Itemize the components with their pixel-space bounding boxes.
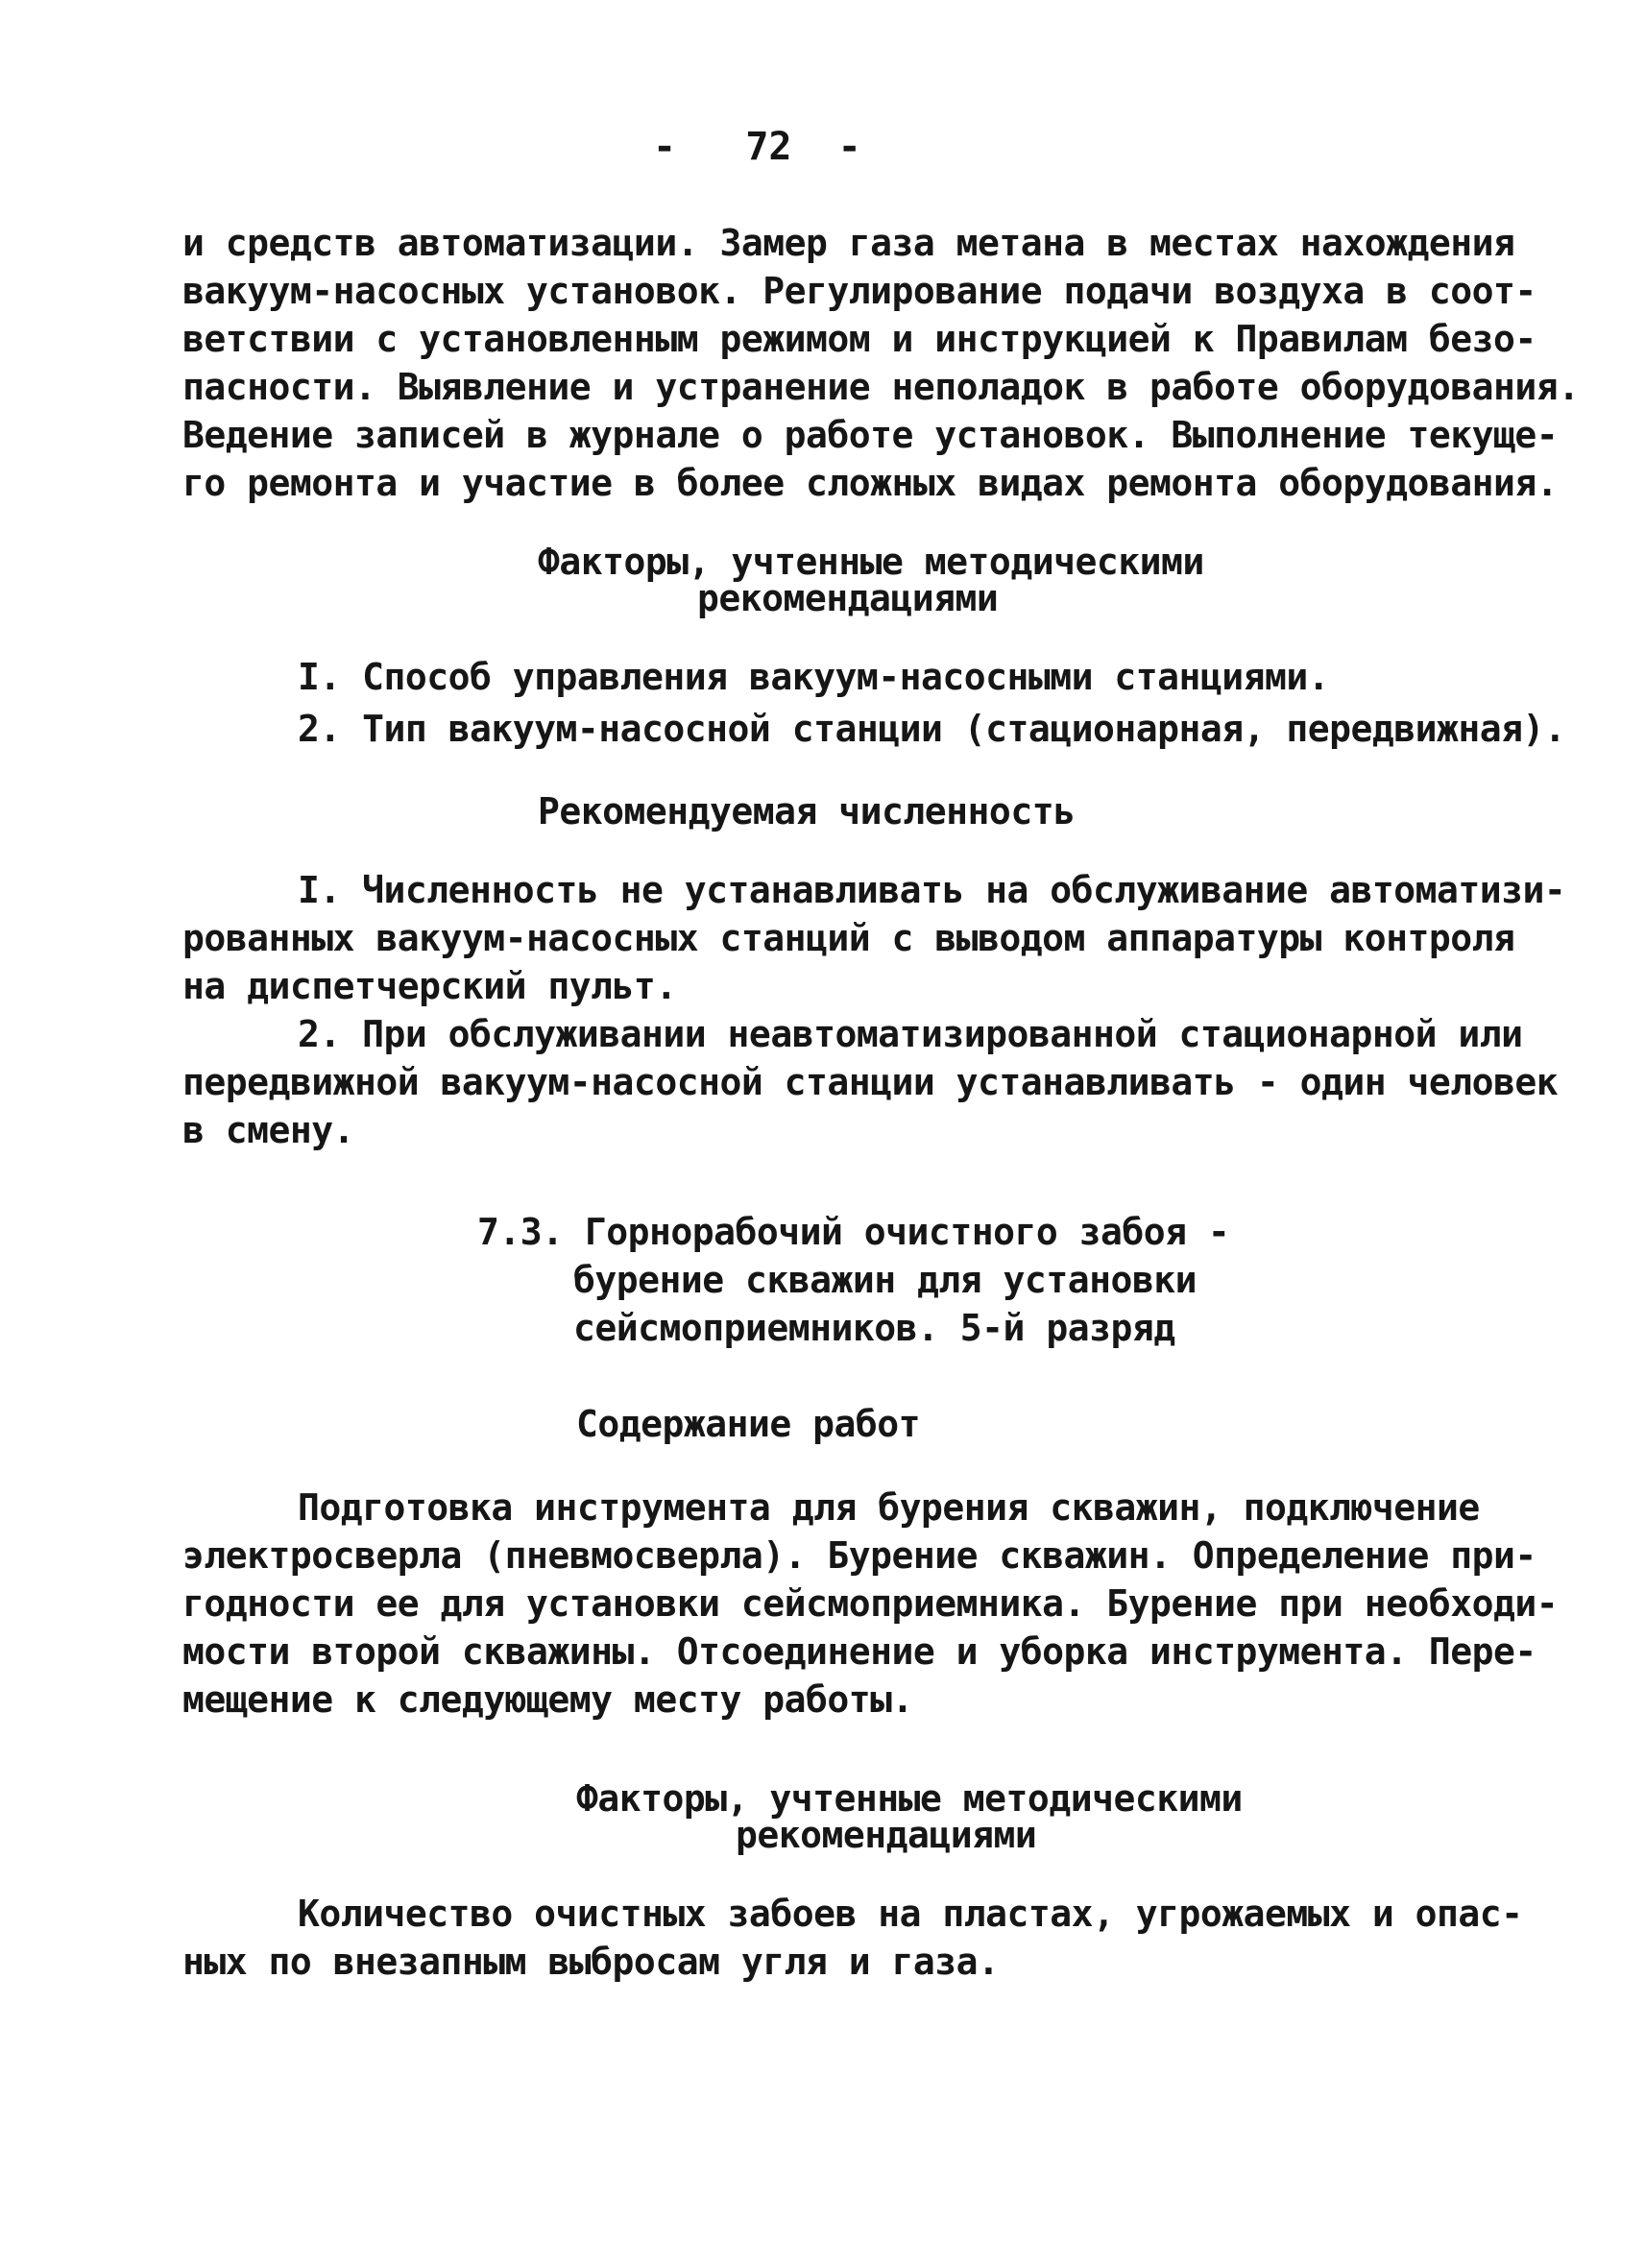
intro-line-4: пасности. Выявление и устранение неполадок в работе оборудования. [182, 366, 1580, 408]
intro-line-2: вакуум-насосных установок. Регулирование подачи воздуха в соот- [182, 270, 1536, 312]
content-line-5: мещение к следующему месту работы. [182, 1678, 913, 1721]
content-line-4: мости второй скважины. Отсоединение и уборка инструмента. Пере- [182, 1630, 1536, 1673]
factors-heading-1-line-2: рекомендациями [697, 577, 999, 619]
content-line-3: годности ее для установки сейсмоприемника. Бурение при необходи- [182, 1582, 1559, 1625]
recommendation-line-3: на диспетчерский пульт. [182, 965, 677, 1007]
recommendation-line-2: рованных вакуум-насосных станций с выводом аппаратуры контроля [182, 917, 1515, 959]
intro-line-6: го ремонта и участие в более сложных видах ремонта оборудования. [182, 462, 1559, 504]
factors-heading-2-line-2: рекомендациями [736, 1814, 1037, 1856]
content-line-1: Подготовка инструмента для бурения скважин, подключение [298, 1486, 1480, 1529]
recommendation-line-6: в смену. [182, 1109, 355, 1151]
factors-2-line-1: Количество очистных забоев на пластах, угрожаемых и опас- [298, 1893, 1523, 1935]
page-number: - 72 - [653, 125, 861, 169]
content-line-2: электросверла (пневмосверла). Бурение скважин. Определение при- [182, 1534, 1536, 1577]
factor-item-2: 2. Тип вакуум-насосной станции (стационарная, передвижная). [298, 708, 1566, 750]
factors-2-line-2: ных по внезапным выбросам угля и газа. [182, 1941, 1000, 1983]
intro-line-5: Ведение записей в журнале о работе установок. Выполнение текуще- [182, 414, 1559, 456]
recommendation-line-5: передвижной вакуум-насосной станции устанавливать - один человек [182, 1061, 1559, 1103]
recommendation-line-1: I. Численность не устанавливать на обслуживание автоматизи- [298, 869, 1566, 911]
factors-heading-1-line-1: Факторы, учтенные методическими [538, 541, 1204, 583]
factors-heading-2-line-1: Факторы, учтенные методическими [576, 1777, 1243, 1820]
intro-line-1: и средств автоматизации. Замер газа метана в местах нахождения [182, 222, 1515, 264]
factor-item-1: I. Способ управления вакуум-насосными станциями. [298, 656, 1330, 698]
section-title-line-3: сейсмоприемников. 5-й разряд [573, 1307, 1175, 1349]
recommended-heading: Рекомендуемая численность [538, 790, 1076, 832]
content-heading: Содержание работ [576, 1403, 921, 1445]
section-title-line-2: бурение скважин для установки [573, 1259, 1197, 1301]
recommendation-line-4: 2. При обслуживании неавтоматизированной стационарной или [298, 1013, 1523, 1055]
section-title-line-1: 7.3. Горнорабочий очистного забоя - [477, 1211, 1230, 1253]
intro-line-3: ветствии с установленным режимом и инструкцией к Правилам безо- [182, 318, 1536, 360]
